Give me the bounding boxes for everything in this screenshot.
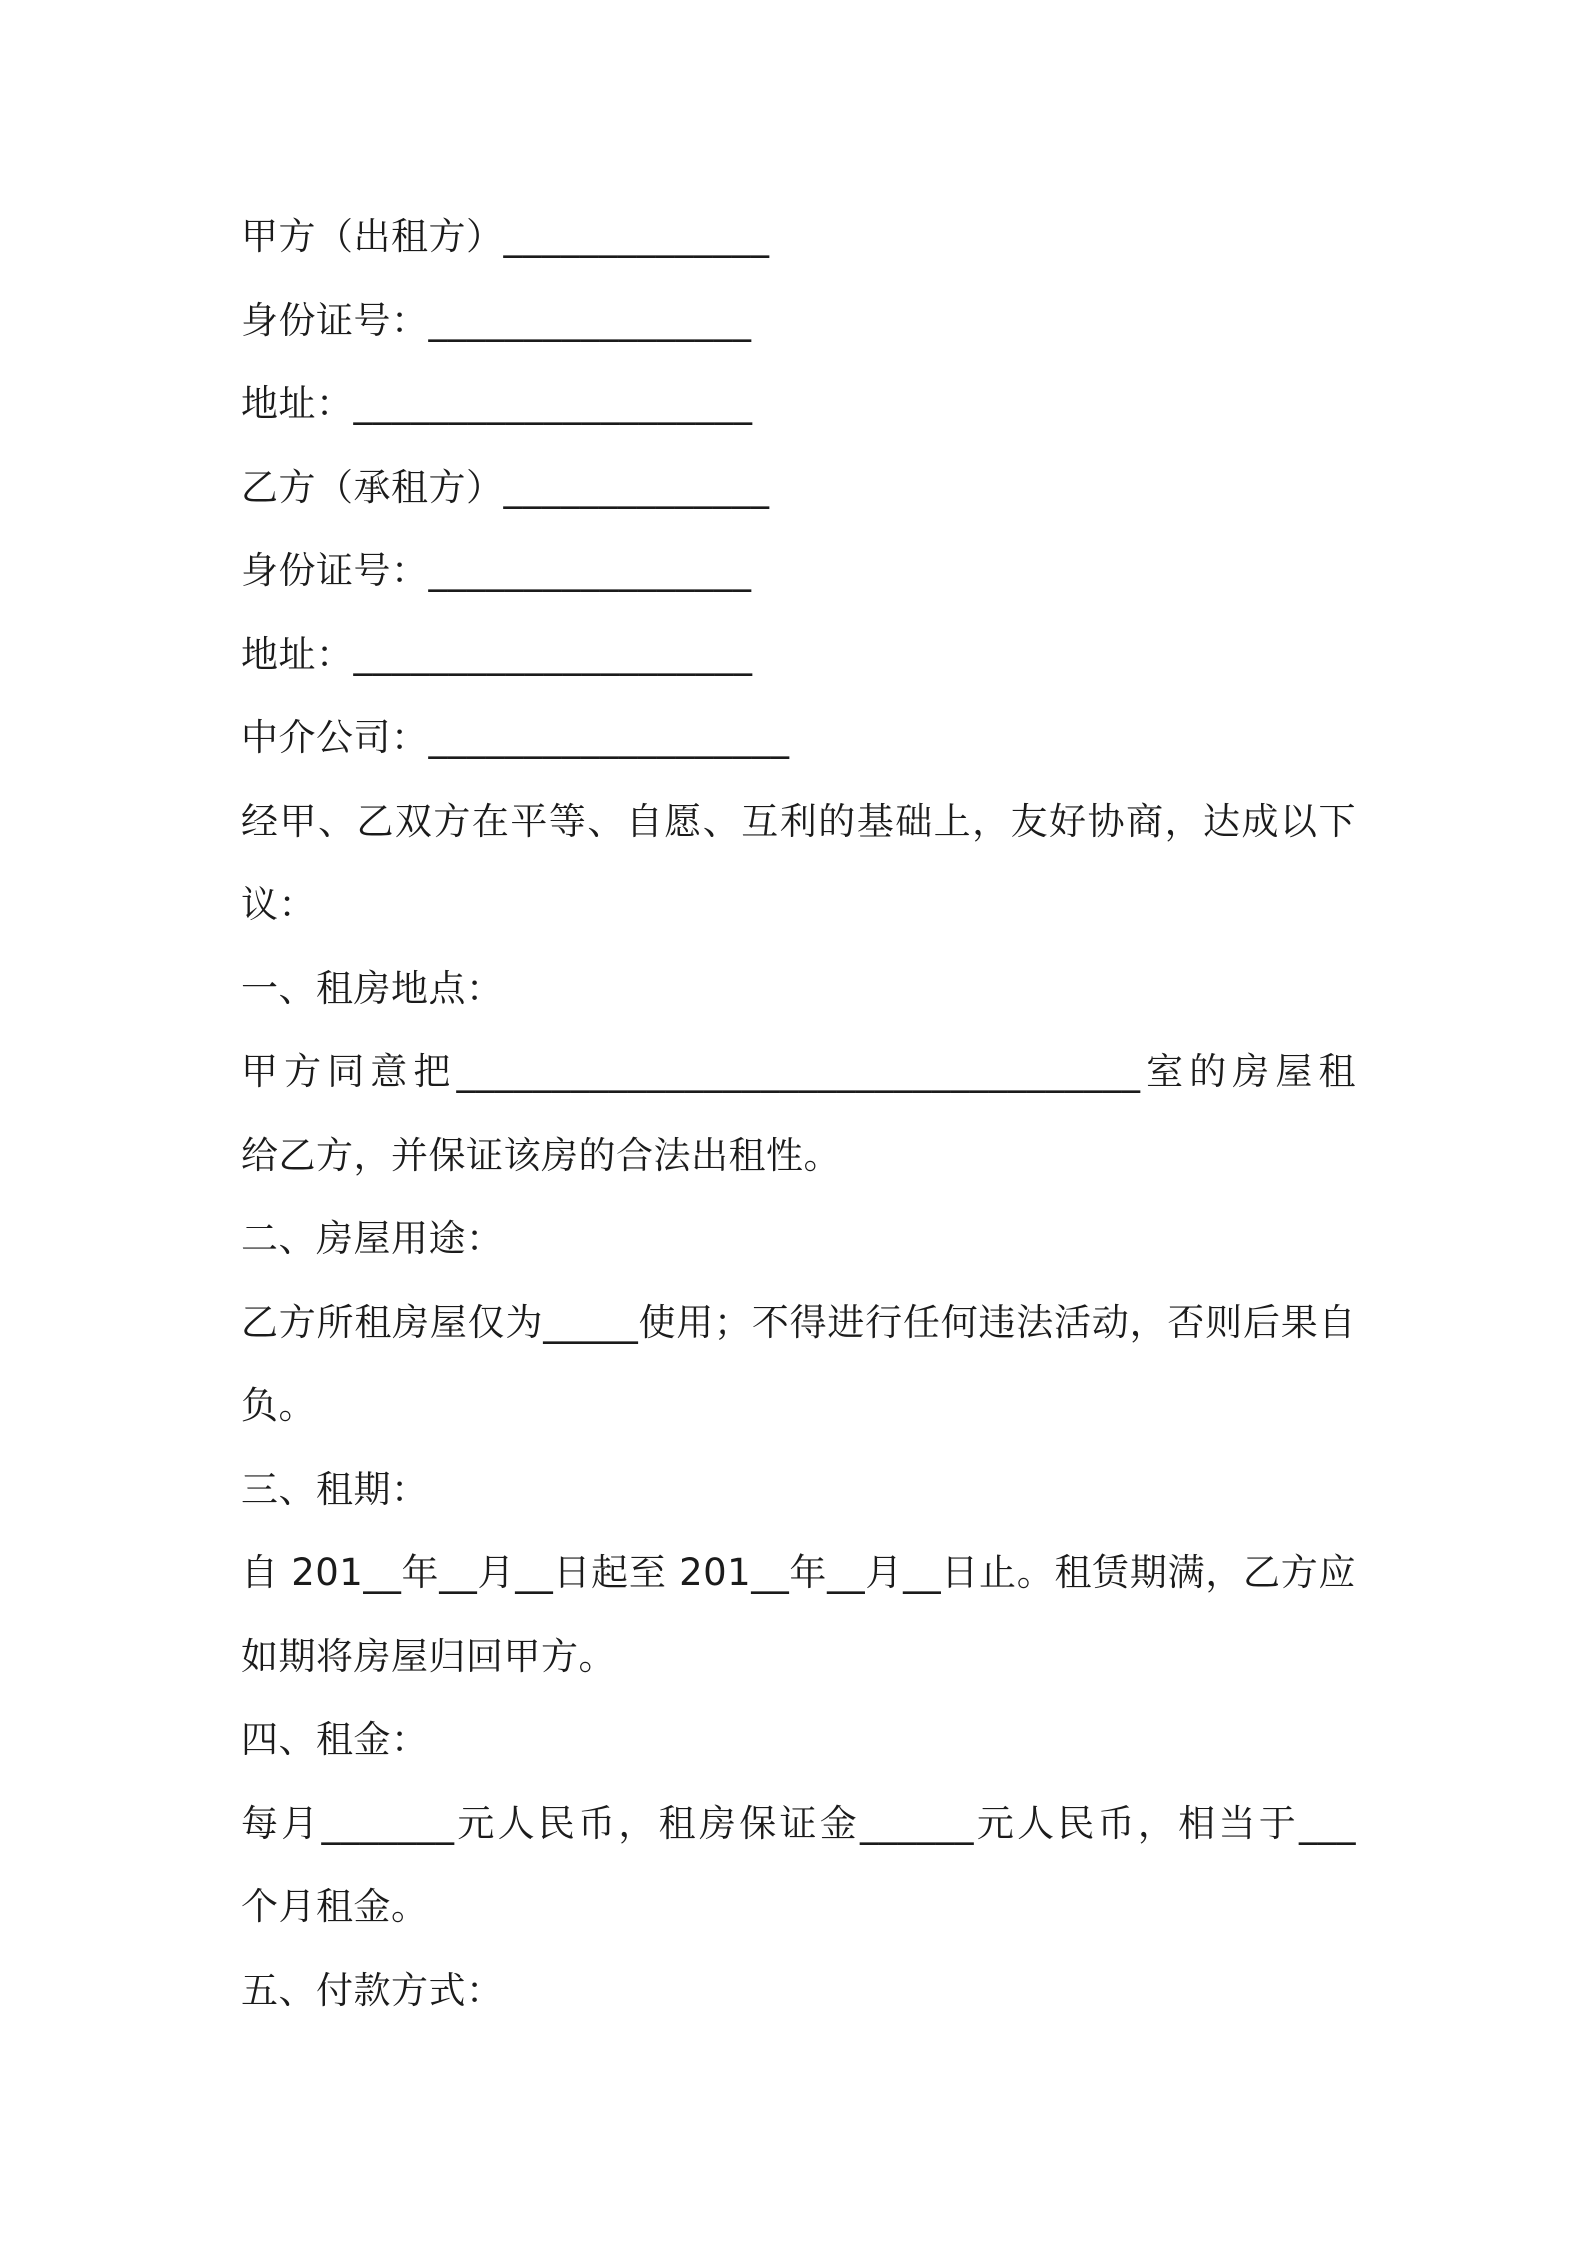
preamble-line-1: 经甲、乙双方在平等、自愿、互利的基础上，友好协商，达成以下 (241, 799, 1356, 843)
rent-clause-line-2: 个月租金。 (241, 1885, 429, 1928)
section-heading-payment: 五、付款方式： (241, 1968, 504, 2012)
lessor-id-field: 身份证号：_________________ (241, 298, 752, 342)
lessor-address-field: 地址：_____________________ (241, 382, 753, 425)
preamble-line-2: 议： (241, 883, 316, 926)
section-heading-rent: 四、租金： (241, 1718, 429, 1761)
lessee-address-field: 地址：_____________________ (241, 632, 753, 676)
lessor-field: 甲方（出租方）______________ (241, 215, 770, 258)
term-clause-line-1: 自 201__年__月__日起至 201__年__月__日止。租赁期满，乙方应 (241, 1551, 1356, 1594)
section-heading-usage: 二、房屋用途： (241, 1217, 504, 1260)
location-clause-line-1: 甲方同意把____________________________________室的房屋租 (241, 1050, 1356, 1093)
rent-clause-line-1: 每月_______元人民币，租房保证金______元人民币，相当于___ (241, 1801, 1356, 1845)
location-clause-line-2: 给乙方，并保证该房的合法出租性。 (241, 1133, 841, 1177)
usage-clause-line-1: 乙方所租房屋仅为_____使用；不得进行任何违法活动，否则后果自 (241, 1300, 1356, 1344)
contract-body (241, 195, 1356, 2032)
section-heading-term: 三、租期： (241, 1467, 429, 1511)
term-clause-line-2: 如期将房屋归回甲方。 (241, 1634, 616, 1678)
lessee-field: 乙方（承租方）______________ (241, 465, 770, 509)
section-heading-location: 一、租房地点： (241, 966, 504, 1010)
lessee-id-field: 身份证号：_________________ (241, 549, 752, 592)
agency-field: 中介公司：___________________ (241, 716, 790, 759)
usage-clause-line-2: 负。 (241, 1384, 316, 1427)
